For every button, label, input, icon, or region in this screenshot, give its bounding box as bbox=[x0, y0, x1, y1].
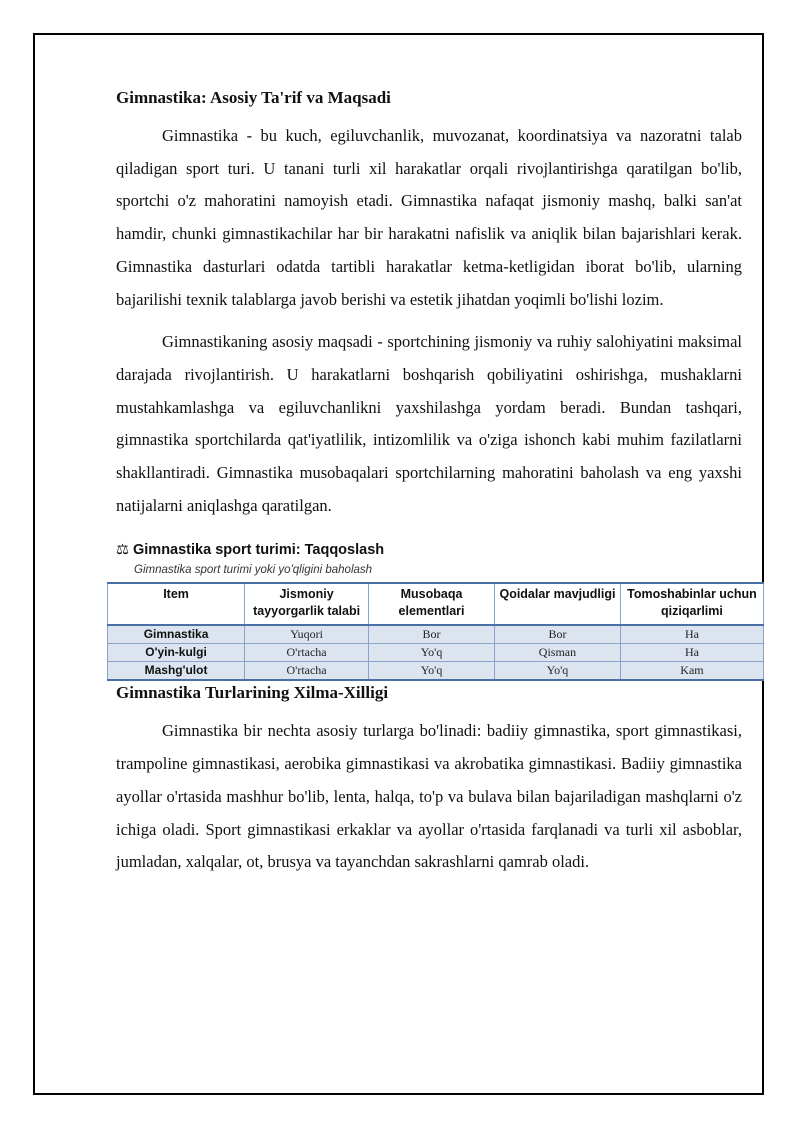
paragraph: Gimnastika bir nechta asosiy turlarga bo'linadi: badiiy gimnastika, sport gimnastikasi, trampoline gimnastikasi, aerobika gimnastikasi va akrobatika gimnastikasi. Badiiy gimnastika ayollar o'rtasida mashhur bo'lib, lenta, halqa, to'p va bulava bilan bajariladigan mashqlarni o'z ichiga oladi. Sport gimnastikasi erkaklar va ayollar o'rtasida farqlanadi va turli xil asboblar, jumladan, xalqalar, ot, brusya va tayanchdan sakrashlarni qamrab oladi. bbox=[116, 721, 742, 872]
section-title: Gimnastika Turlarining Xilma-Xilligi bbox=[116, 683, 389, 703]
column-header: Musobaqa elementlari bbox=[369, 583, 495, 625]
table-subtitle: Gimnastika sport turimi yoki yo'qligini baholash bbox=[134, 564, 373, 577]
row-header: O'yin-kulgi bbox=[108, 644, 245, 662]
table-row bbox=[108, 644, 764, 662]
row-header: Gimnastika bbox=[108, 625, 245, 644]
table-cell: Kam bbox=[620, 662, 763, 681]
table-cell: O'rtacha bbox=[245, 662, 369, 681]
table-cell: O'rtacha bbox=[245, 644, 369, 662]
table-cell: Bor bbox=[369, 625, 495, 644]
comparison-table-block bbox=[116, 540, 757, 681]
table-row bbox=[108, 662, 764, 681]
scale-icon: ⚖ bbox=[116, 542, 129, 559]
table-cell: Yo'q bbox=[369, 662, 495, 681]
comparison-table bbox=[107, 582, 764, 681]
table-cell: Yuqori bbox=[245, 625, 369, 644]
table-title bbox=[116, 540, 742, 560]
column-header: Tomoshabinlar uchun qiziqarlimi bbox=[620, 583, 763, 625]
table-cell: Yo'q bbox=[369, 644, 495, 662]
section-title: Gimnastika: Asosiy Ta'rif va Maqsadi bbox=[116, 88, 391, 107]
column-header: Item bbox=[108, 583, 245, 625]
table-cell: Yo'q bbox=[495, 662, 621, 681]
document-body bbox=[116, 86, 757, 879]
column-header: Qoidalar mavjudligi bbox=[495, 583, 621, 625]
table-cell: Bor bbox=[495, 625, 621, 644]
row-header: Mashg'ulot bbox=[108, 662, 245, 681]
paragraph: Gimnastika - bu kuch, egiluvchanlik, muvozanat, koordinatsiya va nazoratni talab qiladigan sport turi. U tanani turli xil harakatlar orqali rivojlantirishga qaratilgan bo'lib, sportchi o'z mahoratini namoyish etadi. Gimnastika nafaqat jismoniy mashq, balki san'at hamdir, chunki gimnastikachilar har bir harakatni nafislik va aniqlik bilan bajarishlari kerak. Gimnastika dasturlari odatda tartibli harakatlar ketma-ketligidan iborat bo'lib, ularning bajarilishi texnik talablarga javob berishi va estetik jihatdan yoqimli bo'lishi lozim. bbox=[116, 126, 742, 309]
paragraph: Gimnastikaning asosiy maqsadi - sportchining jismoniy va ruhiy salohiyatini maksimal darajada rivojlantirish. U harakatlarni boshqarish qobiliyatini oshirishga, mushaklarni mustahkamlashga va egiluvchanlikni yaxshilashga yordam beradi. Bundan tashqari, gimnastika sportchilarda qat'iyatlilik, intizomlilik va o'ziga ishonch kabi muhim fazilatlarni shakllantiradi. Gimnastika musobaqalari sportchilarning mahoratini baholash va eng yaxshi natijalarni aniqlashga qaratilgan. bbox=[116, 332, 742, 515]
table-row bbox=[108, 625, 764, 644]
table-header-row bbox=[108, 583, 764, 625]
table-title-text: Gimnastika sport turimi: Taqqoslash bbox=[133, 542, 385, 559]
table-cell: Ha bbox=[620, 644, 763, 662]
table-cell: Ha bbox=[620, 625, 763, 644]
table-cell: Qisman bbox=[495, 644, 621, 662]
column-header: Jismoniy tayyorgarlik talabi bbox=[245, 583, 369, 625]
